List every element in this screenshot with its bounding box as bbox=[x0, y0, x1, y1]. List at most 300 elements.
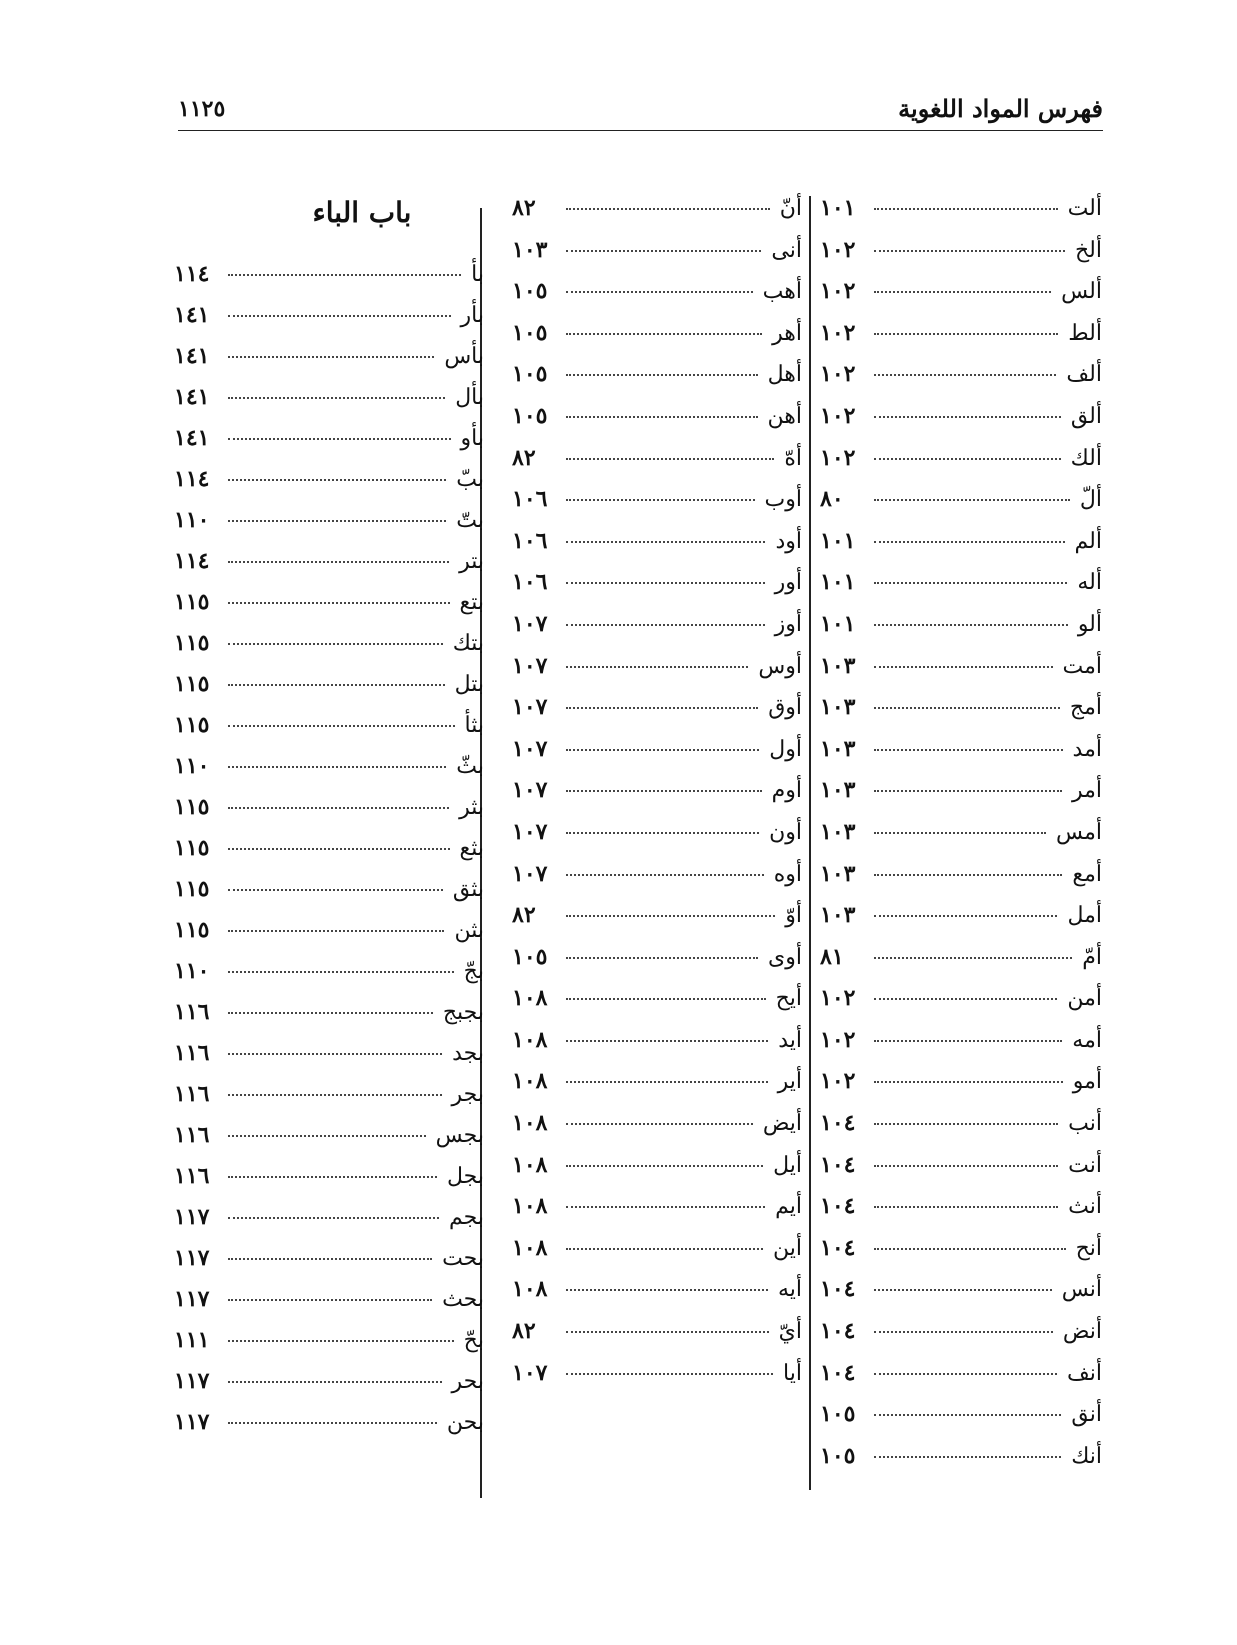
dot-leader bbox=[566, 1373, 773, 1375]
page-number: ١١٢٥ bbox=[178, 96, 226, 122]
index-entry bbox=[512, 736, 802, 778]
index-entry bbox=[174, 1409, 484, 1450]
index-entry bbox=[174, 1040, 484, 1081]
dot-leader bbox=[874, 957, 1072, 959]
dot-leader bbox=[566, 499, 755, 501]
entry-page-number: ١١٥ bbox=[174, 876, 210, 902]
dot-leader bbox=[566, 624, 765, 626]
entry-word: بحّ bbox=[463, 1328, 484, 1353]
dot-leader bbox=[874, 998, 1057, 1000]
dot-leader bbox=[566, 749, 759, 751]
entry-page-number: ١١٧ bbox=[174, 1204, 210, 1230]
index-entry bbox=[174, 343, 484, 384]
entry-page-number: ١٠٨ bbox=[512, 1276, 548, 1303]
index-entry bbox=[820, 1235, 1102, 1277]
entry-page-number: ١٠٦ bbox=[512, 569, 548, 596]
entry-word: أوس bbox=[758, 653, 802, 679]
dot-leader bbox=[874, 874, 1062, 876]
index-entry bbox=[820, 1193, 1102, 1235]
entry-page-number: ١٠٢ bbox=[820, 361, 856, 388]
entry-page-number: ١٠٣ bbox=[820, 777, 856, 804]
index-entry bbox=[820, 528, 1102, 570]
entry-word: أنح bbox=[1075, 1235, 1102, 1261]
index-entry bbox=[820, 1027, 1102, 1069]
entry-page-number: ١٠١ bbox=[820, 569, 856, 596]
dot-leader bbox=[874, 541, 1065, 543]
index-entry bbox=[512, 777, 802, 819]
entry-page-number: ١١٧ bbox=[174, 1245, 210, 1271]
dot-leader bbox=[228, 807, 449, 809]
index-entry bbox=[820, 653, 1102, 695]
page-header bbox=[178, 92, 1103, 131]
index-entry bbox=[820, 1443, 1102, 1485]
entry-word: أنك bbox=[1071, 1443, 1102, 1469]
entry-page-number: ١١٤ bbox=[174, 466, 210, 492]
index-entry bbox=[174, 261, 484, 302]
entry-page-number: ١٠٨ bbox=[512, 1193, 548, 1220]
entry-page-number: ١١١ bbox=[174, 1327, 210, 1353]
entry-page-number: ١١٤ bbox=[174, 261, 210, 287]
dot-leader bbox=[874, 416, 1061, 418]
index-entry bbox=[512, 1068, 802, 1110]
index-entry bbox=[820, 569, 1102, 611]
entry-word: بأر bbox=[460, 303, 484, 328]
running-title: فهرس المواد اللغوية bbox=[898, 94, 1103, 123]
entry-word: بحت bbox=[442, 1246, 484, 1271]
entry-word: ألو bbox=[1077, 611, 1102, 637]
entry-page-number: ١٠٢ bbox=[820, 444, 856, 471]
dot-leader bbox=[566, 1206, 765, 1208]
entry-word: بجس bbox=[435, 1123, 484, 1148]
entry-word: أون bbox=[769, 819, 802, 845]
dot-leader bbox=[566, 1248, 763, 1250]
dot-leader bbox=[228, 479, 446, 481]
dot-leader bbox=[874, 1248, 1066, 1250]
entry-word: أور bbox=[774, 570, 802, 596]
dot-leader bbox=[874, 374, 1056, 376]
entry-page-number: ١٠٣ bbox=[820, 818, 856, 845]
index-entry bbox=[512, 1235, 802, 1277]
entry-word: بأل bbox=[455, 385, 484, 410]
index-entry bbox=[174, 589, 484, 630]
index-entry bbox=[174, 1245, 484, 1286]
dot-leader bbox=[228, 1299, 432, 1301]
dot-leader bbox=[874, 208, 1058, 210]
entry-page-number: ١١٠ bbox=[174, 753, 210, 779]
entry-page-number: ١٠٥ bbox=[820, 1401, 856, 1428]
dot-leader bbox=[228, 1094, 442, 1096]
entry-page-number: ١٠٢ bbox=[820, 1026, 856, 1053]
dot-leader bbox=[228, 1340, 454, 1342]
entry-page-number: ١١٥ bbox=[174, 835, 210, 861]
dot-leader bbox=[874, 458, 1061, 460]
dot-leader bbox=[566, 1289, 768, 1291]
entry-word: أير bbox=[777, 1069, 802, 1095]
entry-page-number: ١١٠ bbox=[174, 958, 210, 984]
entry-word: بثن bbox=[454, 918, 484, 943]
entry-word: ألق bbox=[1070, 403, 1102, 429]
dot-leader bbox=[228, 766, 446, 768]
entry-page-number: ١٠١ bbox=[820, 527, 856, 554]
dot-leader bbox=[874, 1206, 1058, 1208]
index-entry bbox=[820, 736, 1102, 778]
entry-page-number: ١٠٤ bbox=[820, 1276, 856, 1303]
dot-leader bbox=[874, 790, 1062, 792]
entry-page-number: ١٠٧ bbox=[512, 818, 548, 845]
entry-word: أنب bbox=[1068, 1111, 1102, 1137]
dot-leader bbox=[566, 333, 762, 335]
entry-page-number: ١١٠ bbox=[174, 507, 210, 533]
dot-leader bbox=[228, 1012, 433, 1014]
dot-leader bbox=[874, 1373, 1057, 1375]
dot-leader bbox=[874, 1081, 1063, 1083]
index-entry bbox=[174, 1204, 484, 1245]
entry-page-number: ١٠٥ bbox=[512, 361, 548, 388]
dot-leader bbox=[228, 1176, 437, 1178]
entry-word: أمد bbox=[1072, 736, 1102, 762]
entry-word: أمع bbox=[1072, 861, 1102, 887]
dot-leader bbox=[566, 666, 748, 668]
dot-leader bbox=[228, 725, 455, 727]
entry-page-number: ١٠٢ bbox=[820, 278, 856, 305]
entry-word: بحن bbox=[446, 1410, 484, 1435]
entry-word: أمن bbox=[1067, 986, 1102, 1012]
entry-word: أنث bbox=[1068, 1194, 1102, 1220]
entry-page-number: ١٠٨ bbox=[512, 1234, 548, 1261]
dot-leader bbox=[874, 915, 1057, 917]
entry-page-number: ١٠٧ bbox=[512, 652, 548, 679]
dot-leader bbox=[566, 416, 758, 418]
dot-leader bbox=[874, 1289, 1052, 1291]
entry-word: أين bbox=[773, 1235, 802, 1261]
index-entry bbox=[820, 777, 1102, 819]
index-entry bbox=[820, 1360, 1102, 1402]
entry-page-number: ١٠٣ bbox=[820, 902, 856, 929]
dot-leader bbox=[874, 291, 1051, 293]
dot-leader bbox=[566, 458, 774, 460]
index-column-right bbox=[820, 195, 1102, 1484]
entry-page-number: ١١٧ bbox=[174, 1368, 210, 1394]
dot-leader bbox=[566, 1331, 769, 1333]
dot-leader bbox=[566, 208, 770, 210]
entry-word: أله bbox=[1077, 570, 1102, 596]
entry-word: أمل bbox=[1067, 903, 1102, 929]
index-entry bbox=[820, 1318, 1102, 1360]
entry-word: أمس bbox=[1056, 819, 1102, 845]
dot-leader bbox=[228, 315, 451, 317]
entry-word: بحر bbox=[451, 1369, 484, 1394]
dot-leader bbox=[874, 250, 1065, 252]
dot-leader bbox=[566, 874, 764, 876]
entry-page-number: ١٠٢ bbox=[820, 236, 856, 263]
entry-word: أوّ bbox=[785, 903, 802, 929]
index-entry bbox=[512, 944, 802, 986]
index-entry bbox=[820, 361, 1102, 403]
index-entry bbox=[174, 1081, 484, 1122]
entry-page-number: ٨٠ bbox=[820, 486, 844, 513]
entry-word: أهّ bbox=[784, 445, 802, 471]
entry-page-number: ١٠٥ bbox=[512, 943, 548, 970]
entry-page-number: ١١٥ bbox=[174, 671, 210, 697]
entry-word: أنت bbox=[1068, 1152, 1102, 1178]
dot-leader bbox=[228, 1053, 442, 1055]
dot-leader bbox=[566, 1123, 753, 1125]
entry-word: أيم bbox=[775, 1194, 802, 1220]
entry-word: بتع bbox=[459, 590, 484, 615]
entry-page-number: ١٠٣ bbox=[820, 860, 856, 887]
dot-leader bbox=[874, 1414, 1061, 1416]
index-entry bbox=[820, 944, 1102, 986]
entry-page-number: ١٠٣ bbox=[820, 735, 856, 762]
entry-word: أمو bbox=[1072, 1069, 1102, 1095]
entry-page-number: ١٠٤ bbox=[820, 1359, 856, 1386]
dot-leader bbox=[566, 582, 765, 584]
entry-word: بثّ bbox=[456, 754, 484, 779]
dot-leader bbox=[228, 1258, 432, 1260]
entry-word: أنى bbox=[771, 237, 802, 263]
index-column-middle bbox=[512, 195, 802, 1401]
dot-leader bbox=[228, 1381, 442, 1383]
dot-leader bbox=[228, 438, 451, 440]
dot-leader bbox=[874, 1331, 1053, 1333]
entry-word: بجل bbox=[447, 1164, 484, 1189]
dot-leader bbox=[566, 957, 758, 959]
entry-word: ألس bbox=[1061, 279, 1102, 305]
entry-page-number: ١٠٢ bbox=[820, 402, 856, 429]
entry-page-number: ١١٧ bbox=[174, 1286, 210, 1312]
index-entry bbox=[820, 985, 1102, 1027]
dot-leader bbox=[566, 1081, 768, 1083]
index-entry bbox=[512, 653, 802, 695]
index-entry bbox=[174, 548, 484, 589]
entry-word: بثع bbox=[459, 836, 484, 861]
entry-page-number: ١٠٧ bbox=[512, 1359, 548, 1386]
entry-page-number: ١٠٢ bbox=[820, 319, 856, 346]
entry-page-number: ١٠٧ bbox=[512, 694, 548, 721]
index-entry bbox=[174, 1286, 484, 1327]
dot-leader bbox=[228, 1217, 439, 1219]
index-entry bbox=[512, 569, 802, 611]
index-entry bbox=[512, 361, 802, 403]
index-entry bbox=[512, 278, 802, 320]
entry-word: بتك bbox=[452, 631, 484, 656]
entry-page-number: ١١٦ bbox=[174, 999, 210, 1025]
entry-word: ألخ bbox=[1074, 237, 1102, 263]
entry-page-number: ٨٢ bbox=[512, 195, 536, 221]
index-entry bbox=[512, 1360, 802, 1402]
entry-word: ألّ bbox=[1079, 487, 1102, 513]
entry-page-number: ١٠٣ bbox=[820, 652, 856, 679]
index-entry bbox=[512, 861, 802, 903]
index-entry bbox=[174, 999, 484, 1040]
entry-page-number: ١٤١ bbox=[174, 343, 210, 369]
entry-word: بجد bbox=[452, 1041, 484, 1066]
entry-page-number: ٨٢ bbox=[512, 444, 536, 471]
entry-page-number: ١٠٧ bbox=[512, 860, 548, 887]
dot-leader bbox=[874, 333, 1058, 335]
dot-leader bbox=[228, 356, 434, 358]
entry-word: ألف bbox=[1066, 362, 1102, 388]
index-entry bbox=[174, 794, 484, 835]
index-entry bbox=[820, 403, 1102, 445]
dot-leader bbox=[566, 1040, 768, 1042]
entry-page-number: ١٠٧ bbox=[512, 777, 548, 804]
entry-page-number: ١١٥ bbox=[174, 917, 210, 943]
dot-leader bbox=[874, 832, 1046, 834]
entry-word: ألط bbox=[1068, 320, 1102, 346]
entry-word: أهب bbox=[762, 279, 802, 305]
entry-word: ألم bbox=[1074, 528, 1102, 554]
section-heading: باب الباء bbox=[312, 196, 412, 229]
index-entry bbox=[820, 1152, 1102, 1194]
index-entry bbox=[174, 384, 484, 425]
entry-page-number: ١١٧ bbox=[174, 1409, 210, 1435]
entry-page-number: ١٤١ bbox=[174, 384, 210, 410]
entry-page-number: ١٠٨ bbox=[512, 1151, 548, 1178]
index-entry bbox=[820, 445, 1102, 487]
index-entry bbox=[512, 1276, 802, 1318]
entry-word: أمت bbox=[1062, 653, 1102, 679]
entry-page-number: ١١٥ bbox=[174, 712, 210, 738]
index-entry bbox=[512, 1193, 802, 1235]
entry-word: بجم bbox=[449, 1205, 484, 1230]
entry-word: أيد bbox=[778, 1027, 802, 1053]
index-entry bbox=[820, 1110, 1102, 1152]
index-entry bbox=[512, 1318, 802, 1360]
index-entry bbox=[512, 403, 802, 445]
entry-page-number: ١٠١ bbox=[820, 195, 856, 221]
entry-word: أمر bbox=[1071, 778, 1102, 804]
entry-page-number: ١١٤ bbox=[174, 548, 210, 574]
dot-leader bbox=[566, 790, 762, 792]
dot-leader bbox=[228, 643, 443, 645]
dot-leader bbox=[228, 397, 445, 399]
entry-word: بأو bbox=[460, 426, 484, 451]
index-entry bbox=[512, 611, 802, 653]
index-entry bbox=[512, 320, 802, 362]
entry-page-number: ١١٦ bbox=[174, 1040, 210, 1066]
entry-page-number: ١٠٦ bbox=[512, 527, 548, 554]
entry-word: أوم bbox=[771, 778, 802, 804]
entry-word: أنف bbox=[1066, 1360, 1102, 1386]
entry-word: بأ bbox=[471, 262, 484, 287]
dot-leader bbox=[874, 749, 1063, 751]
dot-leader bbox=[228, 971, 454, 973]
index-entry bbox=[174, 1122, 484, 1163]
index-entry bbox=[174, 753, 484, 794]
dot-leader bbox=[566, 832, 759, 834]
dot-leader bbox=[566, 998, 766, 1000]
dot-leader bbox=[228, 930, 444, 932]
dot-leader bbox=[228, 889, 443, 891]
index-entry bbox=[174, 630, 484, 671]
entry-page-number: ١١٦ bbox=[174, 1122, 210, 1148]
index-entry bbox=[820, 611, 1102, 653]
dot-leader bbox=[566, 374, 758, 376]
index-entry bbox=[174, 1163, 484, 1204]
dot-leader bbox=[874, 499, 1070, 501]
dot-leader bbox=[228, 561, 449, 563]
index-entry bbox=[820, 1276, 1102, 1318]
entry-page-number: ١١٥ bbox=[174, 630, 210, 656]
dot-leader bbox=[228, 1422, 437, 1424]
index-entry bbox=[174, 466, 484, 507]
index-entry bbox=[512, 1027, 802, 1069]
index-entry bbox=[512, 902, 802, 944]
index-entry bbox=[512, 819, 802, 861]
index-entry bbox=[820, 486, 1102, 528]
index-entry bbox=[512, 694, 802, 736]
index-entry bbox=[820, 819, 1102, 861]
entry-word: أنق bbox=[1071, 1402, 1102, 1428]
entry-word: أيح bbox=[775, 986, 802, 1012]
dot-leader bbox=[566, 291, 753, 293]
dot-leader bbox=[874, 666, 1053, 668]
entry-word: ألت bbox=[1067, 196, 1102, 221]
index-entry bbox=[820, 237, 1102, 279]
dot-leader bbox=[228, 274, 461, 276]
entry-page-number: ١٠٦ bbox=[512, 486, 548, 513]
index-entry bbox=[174, 712, 484, 753]
entry-page-number: ١٠٨ bbox=[512, 985, 548, 1012]
dot-leader bbox=[874, 1123, 1058, 1125]
entry-word: أوق bbox=[768, 695, 802, 721]
entry-page-number: ١٠٨ bbox=[512, 1068, 548, 1095]
entry-page-number: ١٠٤ bbox=[820, 1151, 856, 1178]
dot-leader bbox=[874, 582, 1067, 584]
entry-word: بتّ bbox=[456, 508, 484, 533]
entry-word: أيل bbox=[773, 1152, 802, 1178]
entry-word: أهر bbox=[772, 320, 802, 346]
entry-page-number: ١٠٥ bbox=[512, 319, 548, 346]
index-entry bbox=[820, 902, 1102, 944]
dot-leader bbox=[566, 250, 761, 252]
index-entry bbox=[512, 195, 802, 237]
dot-leader bbox=[566, 707, 758, 709]
entry-page-number: ١١٦ bbox=[174, 1163, 210, 1189]
entry-page-number: ١٠٣ bbox=[820, 694, 856, 721]
entry-word: بثق bbox=[452, 877, 484, 902]
dot-leader bbox=[874, 1165, 1058, 1167]
entry-page-number: ٨٢ bbox=[512, 902, 536, 929]
entry-page-number: ١٠٤ bbox=[820, 1110, 856, 1137]
index-entry bbox=[820, 195, 1102, 237]
dot-leader bbox=[228, 1135, 426, 1137]
entry-page-number: ١٠٤ bbox=[820, 1193, 856, 1220]
entry-page-number: ١١٦ bbox=[174, 1081, 210, 1107]
dot-leader bbox=[566, 915, 775, 917]
dot-leader bbox=[228, 848, 450, 850]
entry-page-number: ١٠٢ bbox=[820, 985, 856, 1012]
entry-word: بجّ bbox=[463, 959, 484, 984]
entry-word: ألك bbox=[1070, 445, 1102, 471]
entry-word: أوه bbox=[773, 861, 802, 887]
index-entry bbox=[512, 1110, 802, 1152]
entry-word: أيا bbox=[783, 1360, 802, 1386]
entry-word: بجر bbox=[451, 1082, 484, 1107]
dot-leader bbox=[874, 624, 1068, 626]
entry-page-number: ١٠٤ bbox=[820, 1234, 856, 1261]
entry-word: أهن bbox=[767, 403, 802, 429]
entry-page-number: ٨١ bbox=[820, 943, 844, 970]
entry-word: أمّ bbox=[1082, 944, 1102, 970]
entry-page-number: ١٠٥ bbox=[820, 1442, 856, 1469]
entry-word: أوز bbox=[774, 611, 802, 637]
index-entry bbox=[820, 1068, 1102, 1110]
entry-page-number: ١١٥ bbox=[174, 794, 210, 820]
index-entry bbox=[512, 985, 802, 1027]
index-entry bbox=[174, 302, 484, 343]
